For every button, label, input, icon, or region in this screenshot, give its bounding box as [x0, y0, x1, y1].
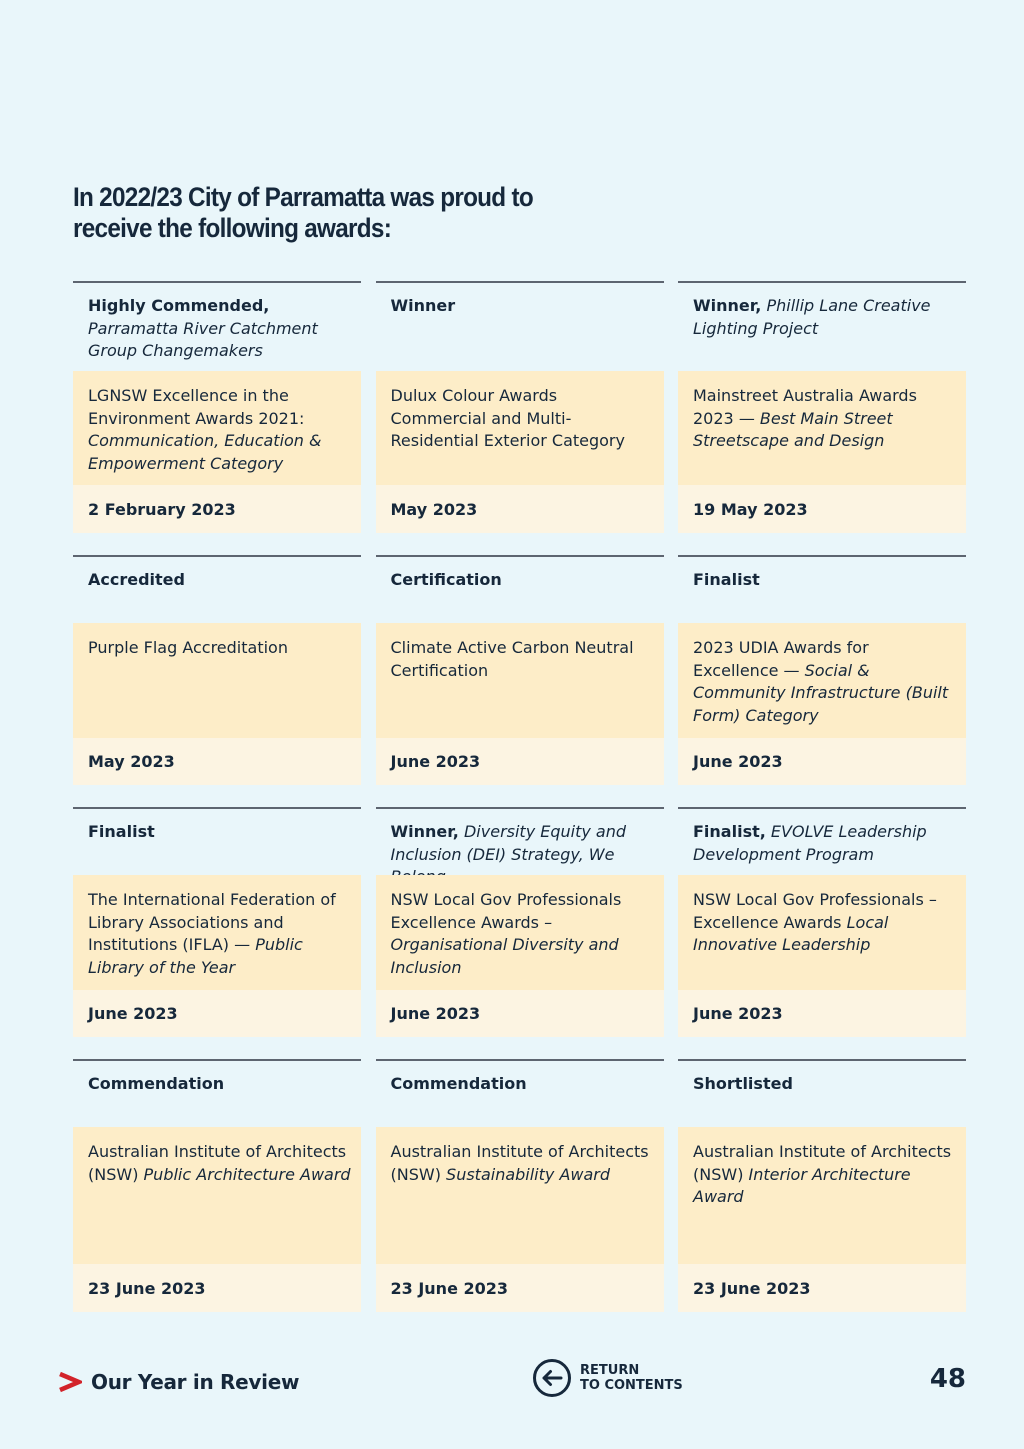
award-name — [376, 371, 664, 485]
award-name — [376, 1127, 664, 1264]
award-name-text: Climate Active Carbon Neutral Certification — [390, 638, 634, 680]
award-name-text: Mainstreet Australia Awards 2023 — [693, 386, 917, 428]
award-name-detail: – Organisational Diversity and Inclusion — [390, 912, 619, 977]
award-date: June 2023 — [376, 738, 664, 785]
award-name-detail: Social & Community Infrastructure (Built Form) Category — [693, 660, 949, 725]
award-name-detail: Public Architecture Award — [143, 1164, 351, 1184]
award-status-label: Accredited — [88, 570, 185, 589]
return-label-line2: TO CONTENTS — [580, 1378, 683, 1393]
award-status-label: Finalist — [693, 570, 760, 589]
award-name — [678, 371, 966, 485]
award-card — [376, 555, 664, 785]
award-status-detail: Parramatta River Catchment Group Changemakers — [88, 318, 318, 360]
award-status-label: Finalist, — [693, 822, 766, 841]
award-name-text: Australian Institute of Architects (NSW) — [693, 1142, 952, 1184]
award-status-label: Commendation — [390, 1074, 527, 1093]
award-card — [73, 281, 361, 533]
award-status — [376, 809, 664, 875]
award-card — [376, 807, 664, 1037]
award-name — [73, 875, 361, 990]
award-status — [376, 1061, 664, 1127]
footer-title: Our Year in Review — [91, 1370, 300, 1394]
award-date: June 2023 — [376, 990, 664, 1037]
return-label-line1: RETURN — [580, 1363, 640, 1378]
award-card — [376, 1059, 664, 1312]
award-name-detail: — Public Library of the Year — [88, 935, 303, 977]
award-name-text: Australian Institute of Architects (NSW) — [390, 1142, 649, 1184]
award-status-label: Commendation — [88, 1074, 225, 1093]
award-date: 23 June 2023 — [678, 1264, 966, 1312]
award-name — [376, 875, 664, 990]
award-status — [376, 557, 664, 623]
award-card — [73, 807, 361, 1037]
award-status — [73, 1061, 361, 1127]
award-status-label: Winner, — [390, 822, 459, 841]
return-to-contents-link[interactable] — [532, 1358, 683, 1398]
award-card — [678, 807, 966, 1037]
award-card — [678, 555, 966, 785]
award-date: June 2023 — [73, 990, 361, 1037]
award-name — [376, 623, 664, 738]
award-date: 23 June 2023 — [376, 1264, 664, 1312]
award-status — [678, 283, 966, 371]
award-card — [678, 1059, 966, 1312]
award-status — [678, 809, 966, 875]
award-date: 19 May 2023 — [678, 485, 966, 533]
return-label — [580, 1363, 683, 1393]
award-row — [73, 1059, 966, 1312]
award-card — [73, 555, 361, 785]
award-date: June 2023 — [678, 990, 966, 1037]
award-name-text: NSW Local Gov Professionals Excellence Awards — [390, 890, 622, 932]
award-name-detail: Communication, Education & Empowerment Category — [88, 431, 322, 473]
award-date: 2 February 2023 — [73, 485, 361, 533]
award-status-detail: EVOLVE Leadership Development Program — [693, 822, 927, 864]
award-date: May 2023 — [73, 738, 361, 785]
award-card — [73, 1059, 361, 1312]
footer-section-title — [58, 1370, 299, 1394]
award-status — [73, 557, 361, 623]
award-status — [376, 283, 664, 371]
award-status-label: Winner, — [693, 296, 762, 315]
award-name-text: The International Federation of Library Associations and Institutions (IFLA) — [88, 890, 336, 954]
award-name-text: NSW Local Gov Professionals – Excellence Awards — [693, 890, 937, 932]
award-status — [73, 809, 361, 875]
award-name-detail: Local Innovative Leadership — [693, 912, 889, 954]
award-status — [73, 283, 361, 371]
award-status-detail: Phillip Lane Creative Lighting Project — [693, 296, 931, 338]
award-name — [678, 875, 966, 990]
award-name — [678, 1127, 966, 1264]
award-row — [73, 555, 966, 785]
award-status-label: Winner — [390, 296, 456, 315]
award-name-detail: — Best Main Street Streetscape and Design — [693, 408, 893, 450]
award-status-label: Finalist — [88, 822, 155, 841]
award-date: May 2023 — [376, 485, 664, 533]
page-title: In 2022/23 City of Parramatta was proud to receive the following awards: — [73, 182, 533, 243]
award-name — [73, 623, 361, 738]
award-name-text: Purple Flag Accreditation — [88, 638, 288, 657]
award-name — [678, 623, 966, 738]
award-status-label: Highly Commended, — [88, 296, 270, 315]
page-number: 48 — [929, 1364, 966, 1394]
arrow-left-circle-icon — [532, 1358, 572, 1398]
chevron-right-icon — [58, 1371, 82, 1393]
award-status — [678, 557, 966, 623]
award-card — [678, 281, 966, 533]
award-status-label: Shortlisted — [693, 1074, 793, 1093]
award-date: June 2023 — [678, 738, 966, 785]
award-name — [73, 1127, 361, 1264]
awards-grid — [73, 281, 966, 1334]
award-date: 23 June 2023 — [73, 1264, 361, 1312]
award-name-detail: Interior Architecture Award — [693, 1164, 911, 1206]
award-status-detail: Diversity Equity and Inclusion (DEI) Strategy, We — [390, 822, 627, 864]
award-name-text: Dulux Colour Awards Commercial and Multi-Residential Exterior Category — [390, 386, 625, 450]
award-name — [73, 371, 361, 485]
award-card — [376, 281, 664, 533]
award-name-text: Australian Institute of Architects (NSW) — [88, 1142, 347, 1184]
award-name-text: LGNSW Excellence in the Environment Awards 2021: — [88, 386, 305, 428]
award-name-detail: Sustainability Award — [446, 1164, 611, 1184]
award-status — [678, 1061, 966, 1127]
award-status-label: Certification — [390, 570, 502, 589]
award-name-text: 2023 UDIA Awards for Excellence — — [693, 638, 869, 680]
award-row — [73, 807, 966, 1037]
award-row — [73, 281, 966, 533]
